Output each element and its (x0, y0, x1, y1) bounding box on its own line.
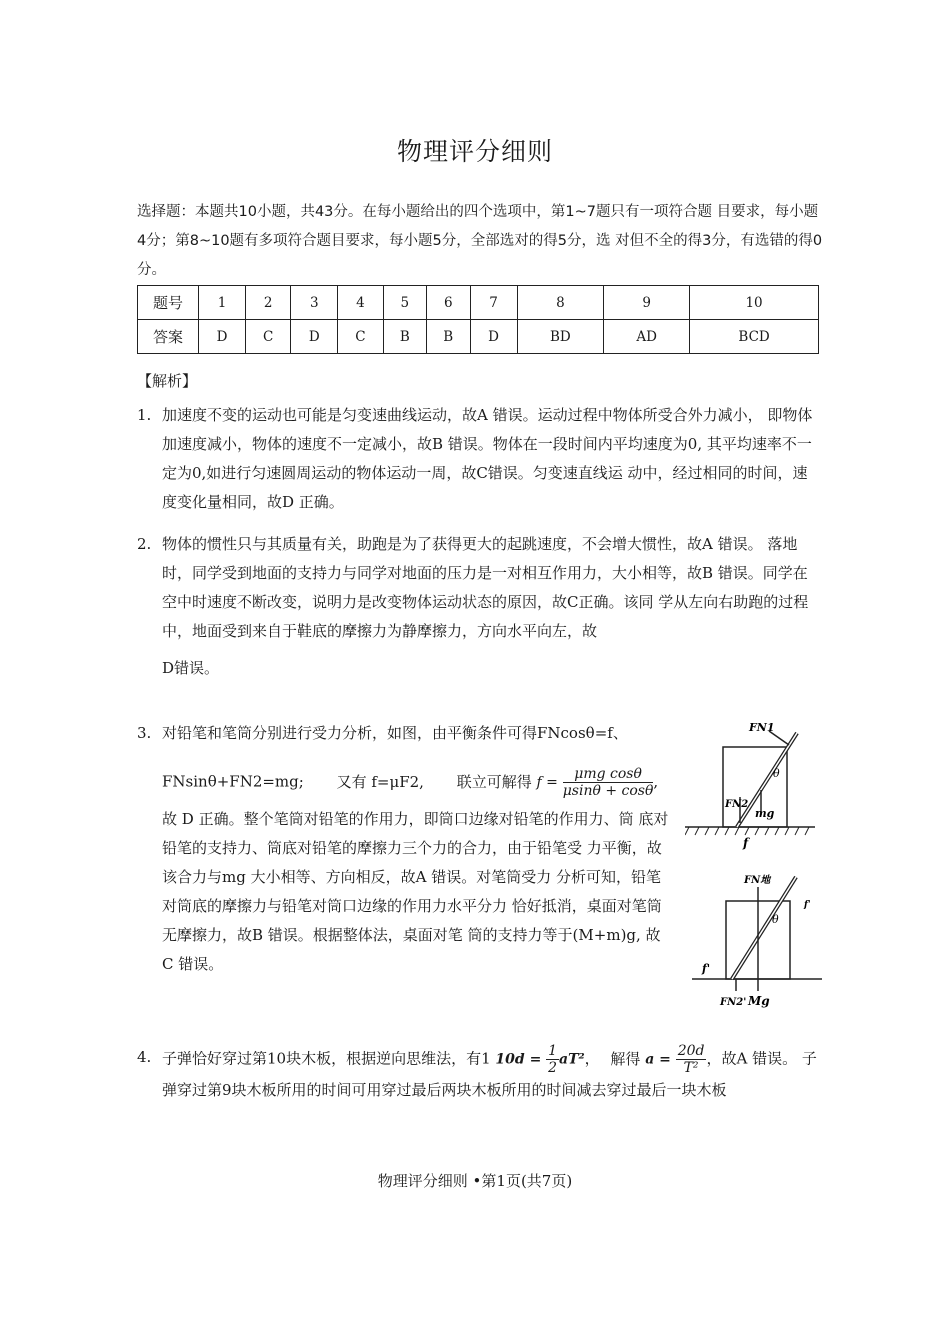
item-text: 物体的惯性只与其质量有关，助跑是为了获得更大的起跳速度，不会增大惯性，故A 错误。 落地时，同学受到地面的支持力与同学对地面的压力是一对相互作用力，大小相等，故B 错误。同学在空中时速度不断改变，说明力是改变物体运动状态的原因，故C正确。该同 学从左向右助跑的过程中，地面受到来自于鞋底的摩擦力为静摩擦力，方向水平向左，故 (162, 535, 809, 640)
table-cell: 2 (246, 286, 291, 320)
item-text: 加速度不变的运动也可能是匀变速曲线运动，故A 错误。运动过程中物体所受合外力减小， 即物体加速度减小，物体的速度不一定减小，故B 错误。物体在一段时间内平均速度为0, 其平均速率不一定为0,如进行匀速圆周运动的物体运动一周，故C错误。匀变速直线运 动中，经过相同的时间，速度变化量相同，故D 正确。 (162, 406, 813, 511)
eq1-lhs: 10d = (495, 1051, 542, 1068)
page-footer: 物理评分细则 •第1页(共7页) (377, 1172, 573, 1190)
solution-item-4 (137, 1043, 822, 1105)
table-header-cell: 题号 (138, 286, 199, 320)
label-theta: θ (772, 913, 779, 926)
item-number: 1. (137, 406, 152, 424)
fraction-numerator: 1 (548, 1043, 558, 1059)
item-mid: 解得 (610, 1049, 641, 1068)
table-cell: 8 (517, 286, 604, 320)
table-cell: C (338, 320, 383, 354)
solution-item-2 (137, 530, 822, 683)
table-row (138, 286, 819, 320)
item-number: 3. (137, 724, 152, 742)
table-cell: 9 (604, 286, 690, 320)
fraction-numerator: μmg cosθ (563, 766, 654, 783)
formula-line: FNsinθ+FN2=mg; 又有 f=μF2, 联立可解得 f = $\frac{\text{μmg cosθ}}{\mu\sin\theta + \cos\theta}$ , (162, 766, 659, 799)
label-theta: θ (773, 767, 780, 780)
solution-item-1 (137, 401, 822, 517)
table-cell: D (199, 320, 246, 354)
ground-hatch (685, 827, 809, 835)
label-fn2: FN2 (725, 799, 749, 810)
eq2-fraction (676, 1043, 707, 1076)
label-mg: mg (755, 807, 775, 820)
item-lead: 子弹恰好穿过第10块木板，根据逆向思维法，有1 (162, 1049, 491, 1068)
item-number: 4. (137, 1048, 152, 1066)
page-title: 物理评分细则 (396, 137, 553, 166)
label-fn2-prime: FN2' (720, 997, 747, 1008)
formula-part: FNsinθ+FN2=mg; (162, 772, 304, 791)
item-line: 对铅笔和笔筒分别进行受力分析，如图，由平衡条件可得FNcosθ=f、 (162, 724, 628, 742)
table-cell: D (291, 320, 338, 354)
table-cell: 1 (199, 286, 246, 320)
item-after: ，故A 错误。 子弹穿过第9块木板所用的时间可用穿过最后两块木板所用的时间减去穿过最后一块木板 (162, 1049, 817, 1099)
formula-part: 又有 f=μF2, (336, 772, 424, 791)
table-cell: 7 (470, 286, 517, 320)
table-cell: C (246, 320, 291, 354)
pencil-inner (732, 877, 796, 979)
item-text: 子弹恰好穿过第10块木板，根据逆向思维法，有1 10d = $\frac{1}{2}$ aT²， 解得 a = $\frac{20d}{\text{T²}}$ ，故A 错误。 子弹穿过第9块木板所用的时间可用穿过最后两块木板所用的时间减去穿过最后一块木板 (162, 1043, 817, 1099)
table-cell: 4 (338, 286, 383, 320)
table-cell: 3 (291, 286, 338, 320)
fraction-denominator: 2 (548, 1060, 558, 1076)
formula-part: 联立可解得 (456, 772, 532, 791)
eq1-rhs: aT² (559, 1051, 585, 1068)
label-f-prime: f' (702, 962, 711, 975)
table-row (138, 320, 819, 354)
fraction-numerator: 20d (677, 1043, 705, 1059)
table-cell: B (383, 320, 426, 354)
eq1-fraction (546, 1043, 559, 1076)
table-cell: 10 (690, 286, 819, 320)
force-diagram-pencil (685, 715, 825, 855)
table-header-cell: 答案 (138, 320, 199, 354)
force-diagram-holder (692, 865, 832, 1015)
section-title: 【解析】 (137, 372, 198, 390)
item-tail: D错误。 (162, 659, 220, 677)
label-f-prime-top: f' (804, 900, 811, 910)
table-cell: B (427, 320, 470, 354)
answer-table (137, 285, 819, 354)
table-cell: AD (604, 320, 690, 354)
formula-lhs: f = (536, 774, 558, 791)
item-text: 故 D 正确。整个笔筒对铅笔的作用力，即筒口边缘对铅笔的作用力、筒 底对铅笔的支持力、筒底对铅笔的摩擦力三个力的合力，由于铅笔受 力平衡，故该合力与mg 大小相等、方向相反，故A 错误。对笔筒受力 分析可知，铅笔对筒底的摩擦力与铅笔对筒口边缘的作用力水平分力 恰好抵消，桌面对笔筒无摩擦力，故B 错误。根据整体法，桌面对笔 筒的支持力等于(M+m)g, 故 C 错误。 (162, 810, 669, 973)
label-f: f (743, 836, 749, 850)
fraction-denominator: μsinθ + cosθ (562, 783, 654, 799)
solution-item-3 (137, 719, 672, 979)
label-Mg: Mg (748, 994, 770, 1008)
table-cell: 6 (427, 286, 470, 320)
fraction (563, 766, 654, 799)
table-cell: BCD (690, 320, 819, 354)
table-cell: BD (517, 320, 604, 354)
table-cell: 5 (383, 286, 426, 320)
label-fn1: FN1 (749, 721, 775, 734)
eq2-lhs: a = (645, 1051, 671, 1068)
fraction-denominator: T² (683, 1060, 699, 1076)
intro-paragraph: 选择题：本题共10小题，共43分。在每小题给出的四个选项中，第1~7题只有一项符合题 目要求，每小题4分；第8~10题有多项符合题目要求，每小题5分，全部选对的得5分，选 对但不全的得3分，有选错的得0分。 (137, 204, 823, 278)
table-cell: D (470, 320, 517, 354)
label-fn-ground: FN地 (744, 875, 771, 886)
item-number: 2. (137, 535, 152, 553)
